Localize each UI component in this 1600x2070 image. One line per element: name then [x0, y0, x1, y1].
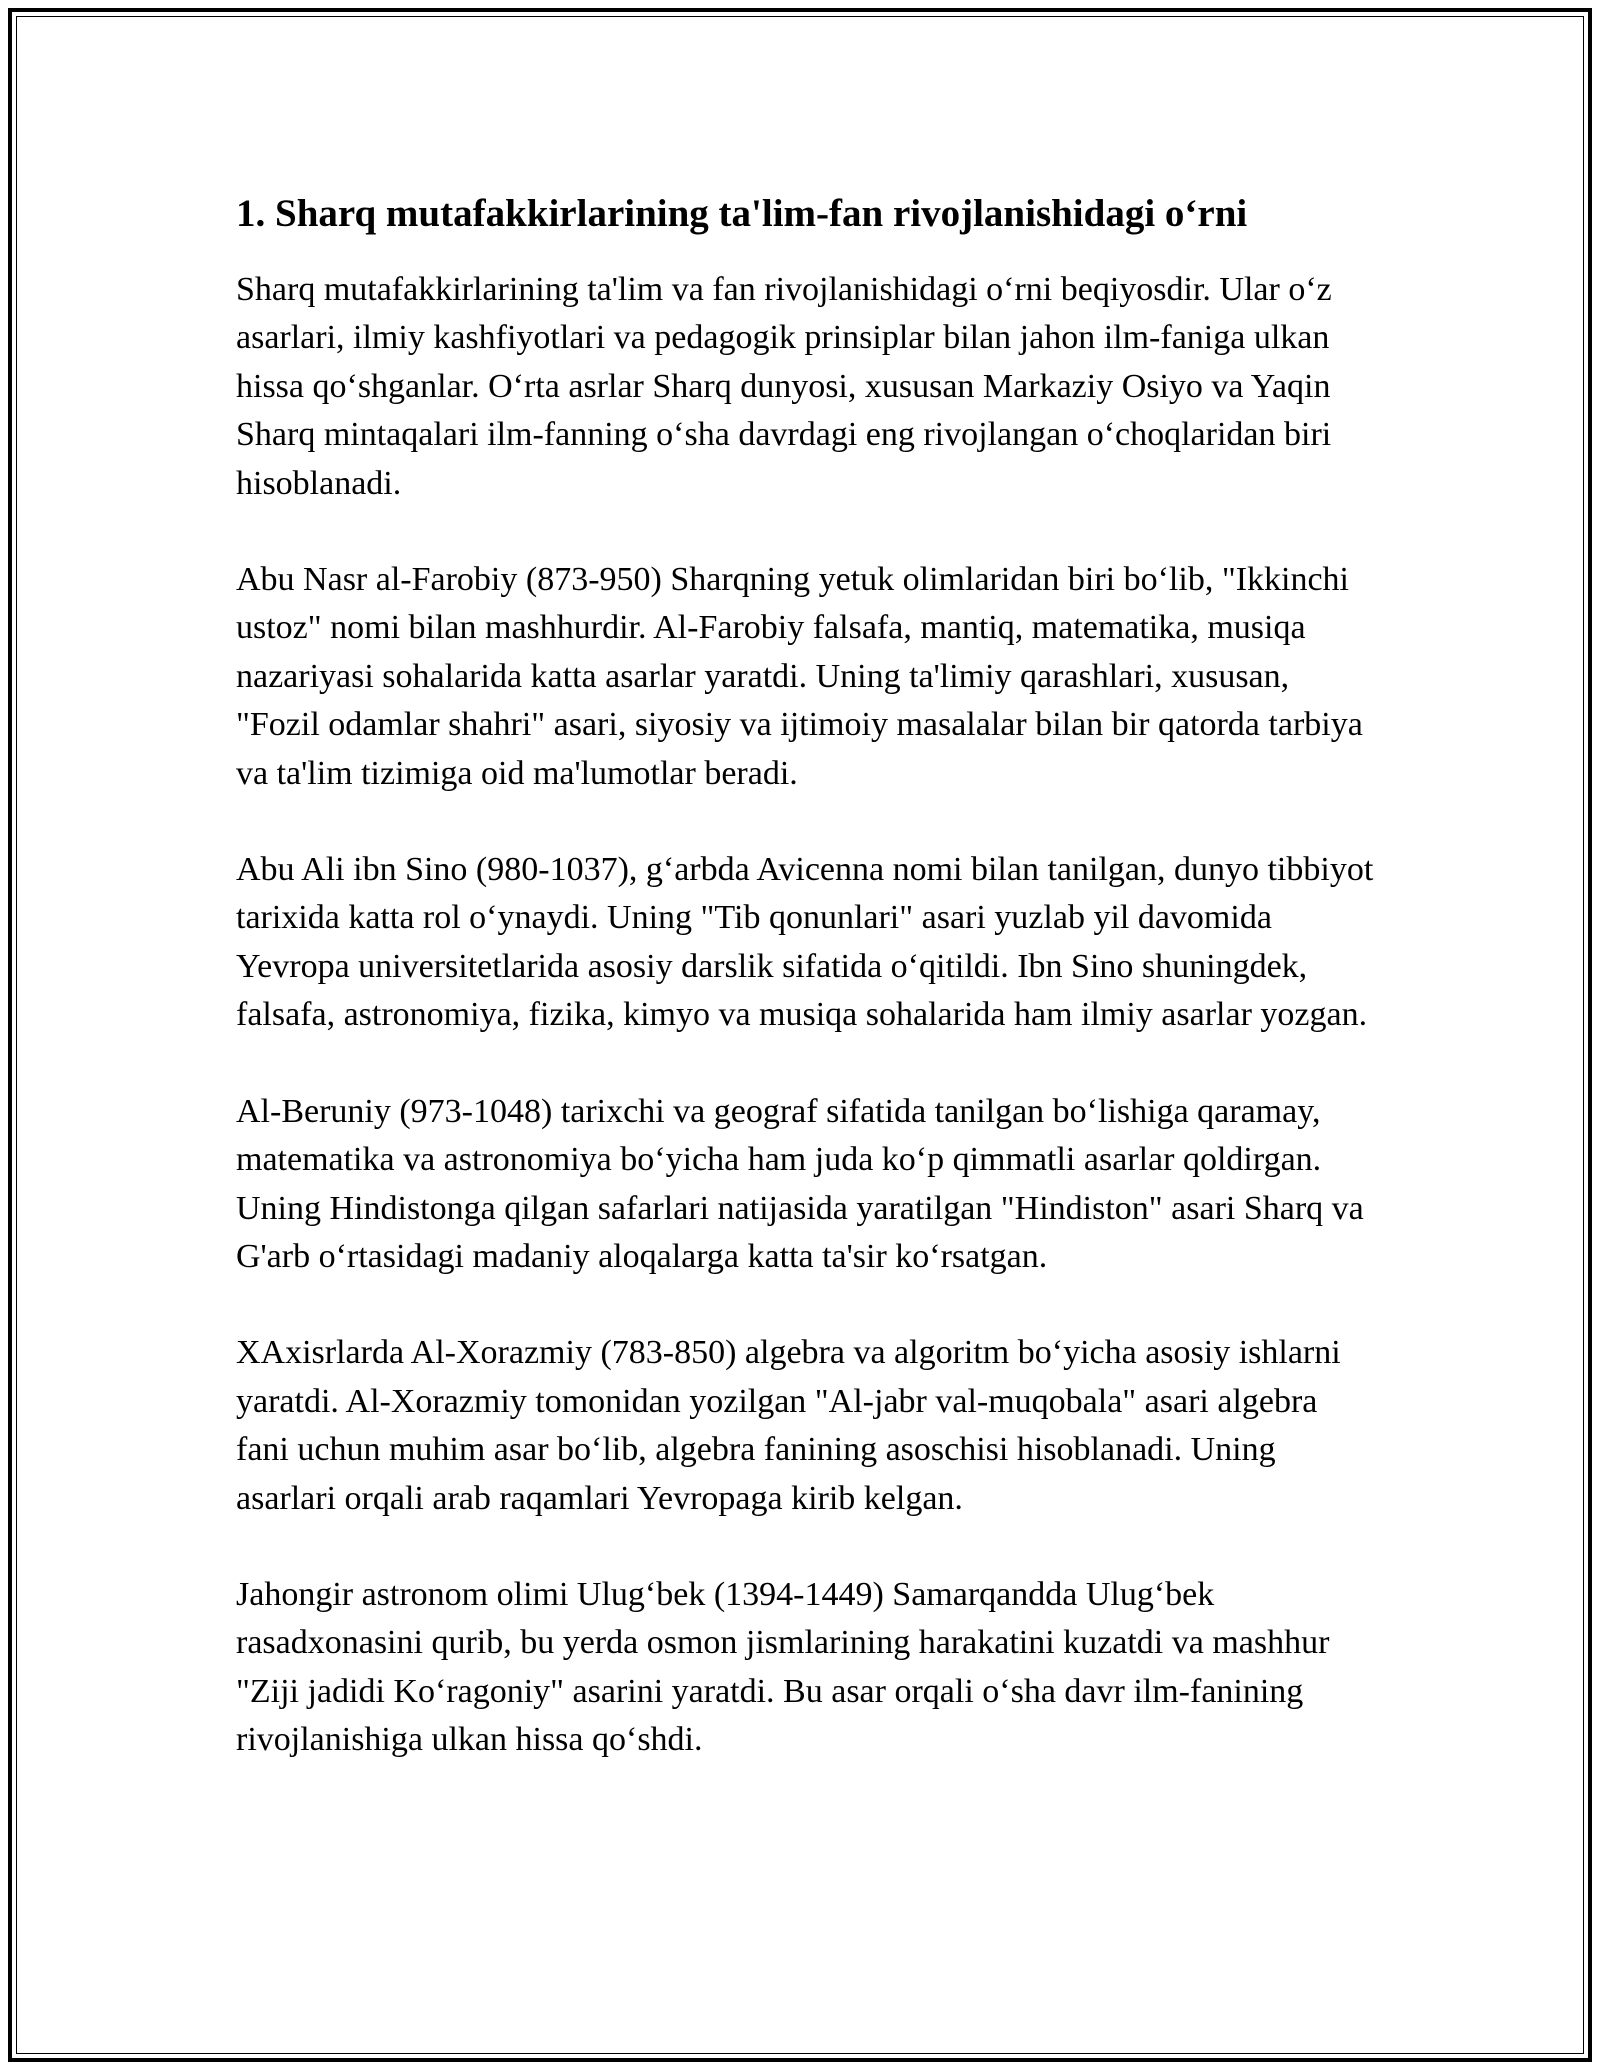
paragraph-farobiy: Abu Nasr al-Farobiy (873-950) Sharqning yetuk olimlaridan biri bo‘lib, "Ikkinchi ustoz" nomi bilan mashhurdir. Al-Farobiy falsafa, mantiq, matematika, musiqa nazariyasi sohalarida katta asarlar yaratdi. Uning ta'limiy qarashlari, xususan, "Fozil odamlar shahri" asari, siyosiy va ijtimoiy masalalar bilan bir qatorda tarbiya va ta'lim tizimiga oid ma'lumotlar beradi.: [236, 561, 1363, 792]
document-body: [236, 188, 1376, 1813]
paragraph-intro: Sharq mutafakkirlarining ta'lim va fan rivojlanishidagi o‘rni beqiyosdir. Ular o‘z asarlari, ilmiy kashfiyotlari va pedagogik prinsiplar bilan jahon ilm-faniga ulkan hissa qo‘shganlar. O‘rta asrlar Sharq dunyosi, xususan Markaziy Osiyo va Yaqin Sharq mintaqalari ilm-fanning o‘sha davrdagi eng rivojlangan o‘choqlaridan biri hisoblanadi.: [236, 271, 1332, 502]
paragraph-beruniy: Al-Beruniy (973-1048) tarixchi va geograf sifatida tanilgan bo‘lishiga qaramay, matematika va astronomiya bo‘yicha ham juda ko‘p qimmatli asarlar qoldirgan. Uning Hindistonga qilgan safarlari natijasida yaratilgan "Hindiston" asari Sharq va G'arb o‘rtasidagi madaniy aloqalarga katta ta'sir ko‘rsatgan.: [236, 1092, 1364, 1275]
paragraph-xorazmiy: XAxisrlarda Al-Xorazmiy (783-850) algebra va algoritm bo‘yicha asosiy ishlarni yaratdi. Al-Xorazmiy tomonidan yozilgan "Al-jabr val-muqobala" asari algebra fani uchun muhim asar bo‘lib, algebra fanining asoschisi hisoblanadi. Uning asarlari orqali arab raqamlari Yevropaga kirib kelgan.: [236, 1334, 1341, 1517]
paragraph-ulugbek: Jahongir astronom olimi Ulug‘bek (1394-1449) Samarqandda Ulug‘bek rasadxonasini qurib, bu yerda osmon jismlarining harakatini kuzatdi va mashhur "Ziji jadidi Ko‘ragoniy" asarini yaratdi. Bu asar orqali o‘sha davr ilm-fanining rivojlanishiga ulkan hissa qo‘shdi.: [236, 1575, 1330, 1759]
section-title: 1. Sharq mutafakkirlarining ta'lim-fan rivojlanishidagi o‘rni: [236, 192, 1248, 235]
paragraph-ibn-sino: Abu Ali ibn Sino (980-1037), g‘arbda Avicenna nomi bilan tanilgan, dunyo tibbiyot tarixida katta rol o‘ynaydi. Uning "Tib qonunlari" asari yuzlab yil davomida Yevropa universitetlarida asosiy darslik sifatida o‘qitildi. Ibn Sino shuningdek, falsafa, astronomiya, fizika, kimyo va musiqa sohalarida ham ilmiy asarlar yozgan.: [236, 851, 1374, 1034]
